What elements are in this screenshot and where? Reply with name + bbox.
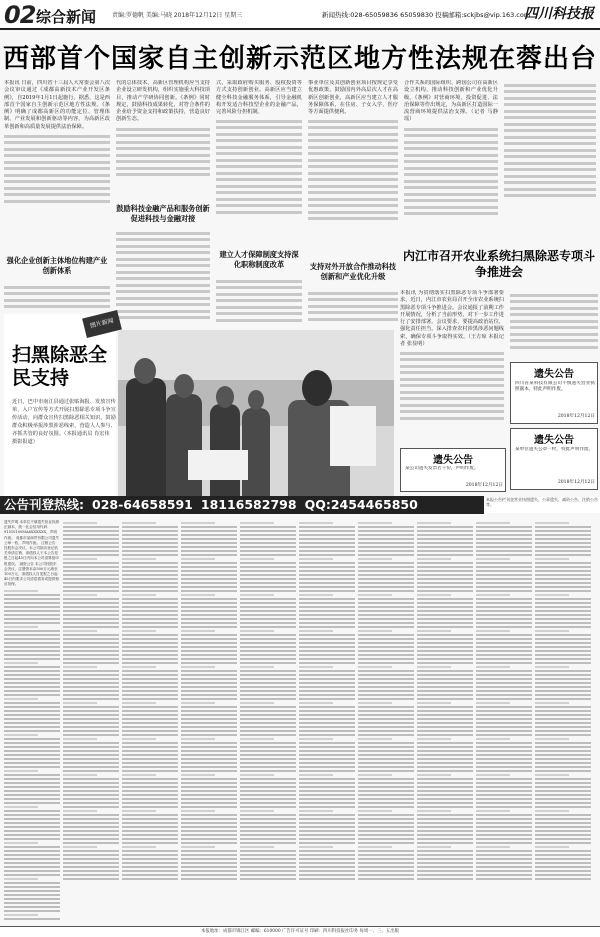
loss-notice-2-date: 2018年12月12日: [557, 480, 595, 485]
article-column-3: [216, 80, 302, 246]
neijiang-article-2: [510, 290, 598, 356]
ad-hotline-band: [0, 496, 484, 514]
loss-notice-2-text: 某单位遗失公章一枚，特此声明作废。: [515, 447, 594, 452]
article-column-5-text: 合作关系的国际组织、跨国公司在高新区设立机构，推动科技创新和产业优化升级。《条例》对营商环境、投资促进、法治保障等作出规定，为高新区打造国际一流营商环境提供法治支撑。（记者 马静瑶）: [404, 80, 498, 123]
article-column-3-text: 式，采取政府购买服务、股权投资等方式支持创新创业。高新区应当建立健全科技金融服务体系，引导金融机构开发适合科技型企业的金融产品，完善风险分担机制。: [216, 80, 302, 116]
masthead: [0, 0, 600, 30]
news-hotline: 新闻热线:028-65059836 65059830 投稿邮箱:sckjbs@vip.163.com: [322, 11, 531, 19]
notice-column: [122, 520, 178, 920]
notice-column: [181, 520, 237, 920]
page-footer: 本报地址：成都市锦江区 邮编：610000 广告许可证号 印刷：四川科技报社印务 每周一、三、五出版: [0, 926, 600, 937]
ad-phone-1: 028-64658591: [92, 497, 193, 512]
neijiang-article-text: 本报讯 为贯彻落实扫黑除恶专项斗争部署要求，近日，内江市农业局召开全市农业系统扫黑除恶专项斗争推进会。会议通报了前期工作开展情况，分析了当前形势，对下一步工作进行了安排部署。会议要求，要提高政治站位，强化责任担当，深入排查农村涉黑涉恶问题线索，确保专项斗争取得实效。（王方琼 本报记者 张显明）: [400, 290, 504, 348]
neijiang-headline: 内江市召开农业系统扫黑除恶专项斗争推进会: [402, 249, 595, 279]
loss-notice-1-text: 四川省某科技有限公司不慎遗失营业执照副本，特此声明作废。: [515, 381, 595, 392]
news-photo: [118, 330, 394, 496]
notice-column: [358, 520, 414, 920]
article-column-5: [404, 80, 498, 230]
section-name: 综合新闻: [36, 8, 97, 26]
notice-column: [63, 520, 119, 920]
subhead-3: 建立人才保障制度支持深化职称制度改革: [219, 250, 299, 269]
article-column-2b: [116, 228, 210, 324]
notice-column: [4, 520, 60, 920]
notice-column: [535, 520, 591, 920]
loss-notice-1-date: 2018年12月12日: [557, 414, 595, 419]
classified-text: 遗失声明 本单位不慎遗失营业执照正副本，统一社会信用代码：91510100MA6XXXXXX，声明作废。 成都市某商贸有限公司遗失公章一枚，声明作废。 注销公告 经股东会决议，本公司拟向登记机关申请注销，请债权人于本公告见报之日起45日内向本公司清算组申报债权。 减资公告 本公司经股东会决议，注册资本由500万元减至100万元，请债权人自见报之日起45日内要求公司清偿债务或提供相应担保。: [4, 520, 60, 587]
page-number: 02: [4, 1, 36, 29]
feature-title: 扫黑除恶全民支持: [12, 344, 108, 389]
article-column-1-text: 本报讯 日前，四川省十三届人大常委会第八次会议审议通过《成都高新技术产业开发区条例》，自2019年1月1日起施行。据悉，这是西部首个国家自主创新示范区地方性法规。《条例》明确了成都高新区的功能定位、管理体制、产业发展和创新驱动等内容，为高新区改革创新和高质量发展提供法治保障。: [4, 80, 110, 130]
feature-box: [4, 314, 116, 506]
article-column-4-text: 事业单位及其创新创业项目按规定享受优惠政策。鼓励国内外高层次人才在高新区创新创业，高新区应当建立人才服务保障体系，在住房、子女入学、医疗等方面提供便利。: [308, 80, 398, 116]
subhead-4: 支持对外开放合作推动科技创新和产业优化升级: [309, 262, 397, 281]
newspaper-brand: 四川科技报: [524, 6, 594, 22]
subhead-2: 鼓励科技金融产品和服务创新促进科技与金融对接: [116, 204, 210, 223]
article-column-1: [4, 80, 110, 254]
main-headline: 西部首个国家自主创新示范区地方性法规在蓉出台: [2, 44, 597, 74]
notice-column: [240, 520, 296, 920]
article-column-3b: [216, 276, 302, 326]
article-column-2-text: 代的总体技术，高新区管理机构应当支持企业设立研发机构，组织实施重大科技项目，推动产学研协同创新。《条例》同时规定，鼓励科技成果转化，对符合条件的企业给予资金支持和政策扶持，营造良好创新生态。: [116, 80, 210, 123]
editors-line: 责编:罗德帆 美编:马晓 2018年12月12日 星期三: [112, 12, 243, 19]
loss-notice-3-text: 某公司遗失发票若干份，声明作废。: [405, 466, 479, 471]
loss-notice-2-title: 遗失公告: [534, 435, 574, 446]
loss-notice-3: [400, 448, 506, 492]
loss-notice-1: [510, 362, 598, 424]
ad-note: 本报公告栏刊登营业执照遗失、公章遗失、减资公告、注销公告等。: [486, 497, 600, 513]
article-column-4b: [308, 288, 398, 326]
article-column-1b: [4, 282, 110, 310]
article-column-2: [116, 80, 210, 200]
ad-qq: QQ:2454465850: [304, 497, 418, 512]
loss-notice-1-title: 遗失公告: [534, 369, 574, 380]
loss-notice-3-title: 遗失公告: [433, 455, 473, 466]
subhead-1: 强化企业创新主体地位构建产业创新体系: [6, 256, 108, 275]
article-column-4: [308, 80, 398, 260]
loss-notice-2: [510, 428, 598, 490]
neijiang-article: [400, 290, 504, 440]
classified-notices: [4, 520, 596, 920]
loss-notice-3-date: 2018年12月12日: [465, 483, 503, 488]
ad-label: 公告刊登热线:: [4, 497, 84, 512]
feature-text: 近日，巴中市南江县通过张贴海报、发放宣传单、入户宣传等方式开展扫黑除恶专项斗争宣传活动，向群众宣传扫黑除恶相关知识，鼓励群众积极举报涉黑涉恶线索，营造人人参与、齐抓共管的良好氛围。（本报通讯员 肖宏伟 摄影报道）: [12, 399, 116, 445]
ad-phone-2: 18116582798: [200, 497, 297, 512]
feature-corner-tag: 图片新闻: [82, 310, 122, 338]
notice-column: [417, 520, 473, 920]
notice-column: [476, 520, 532, 920]
article-column-6: [504, 80, 596, 230]
notice-column: [299, 520, 355, 920]
